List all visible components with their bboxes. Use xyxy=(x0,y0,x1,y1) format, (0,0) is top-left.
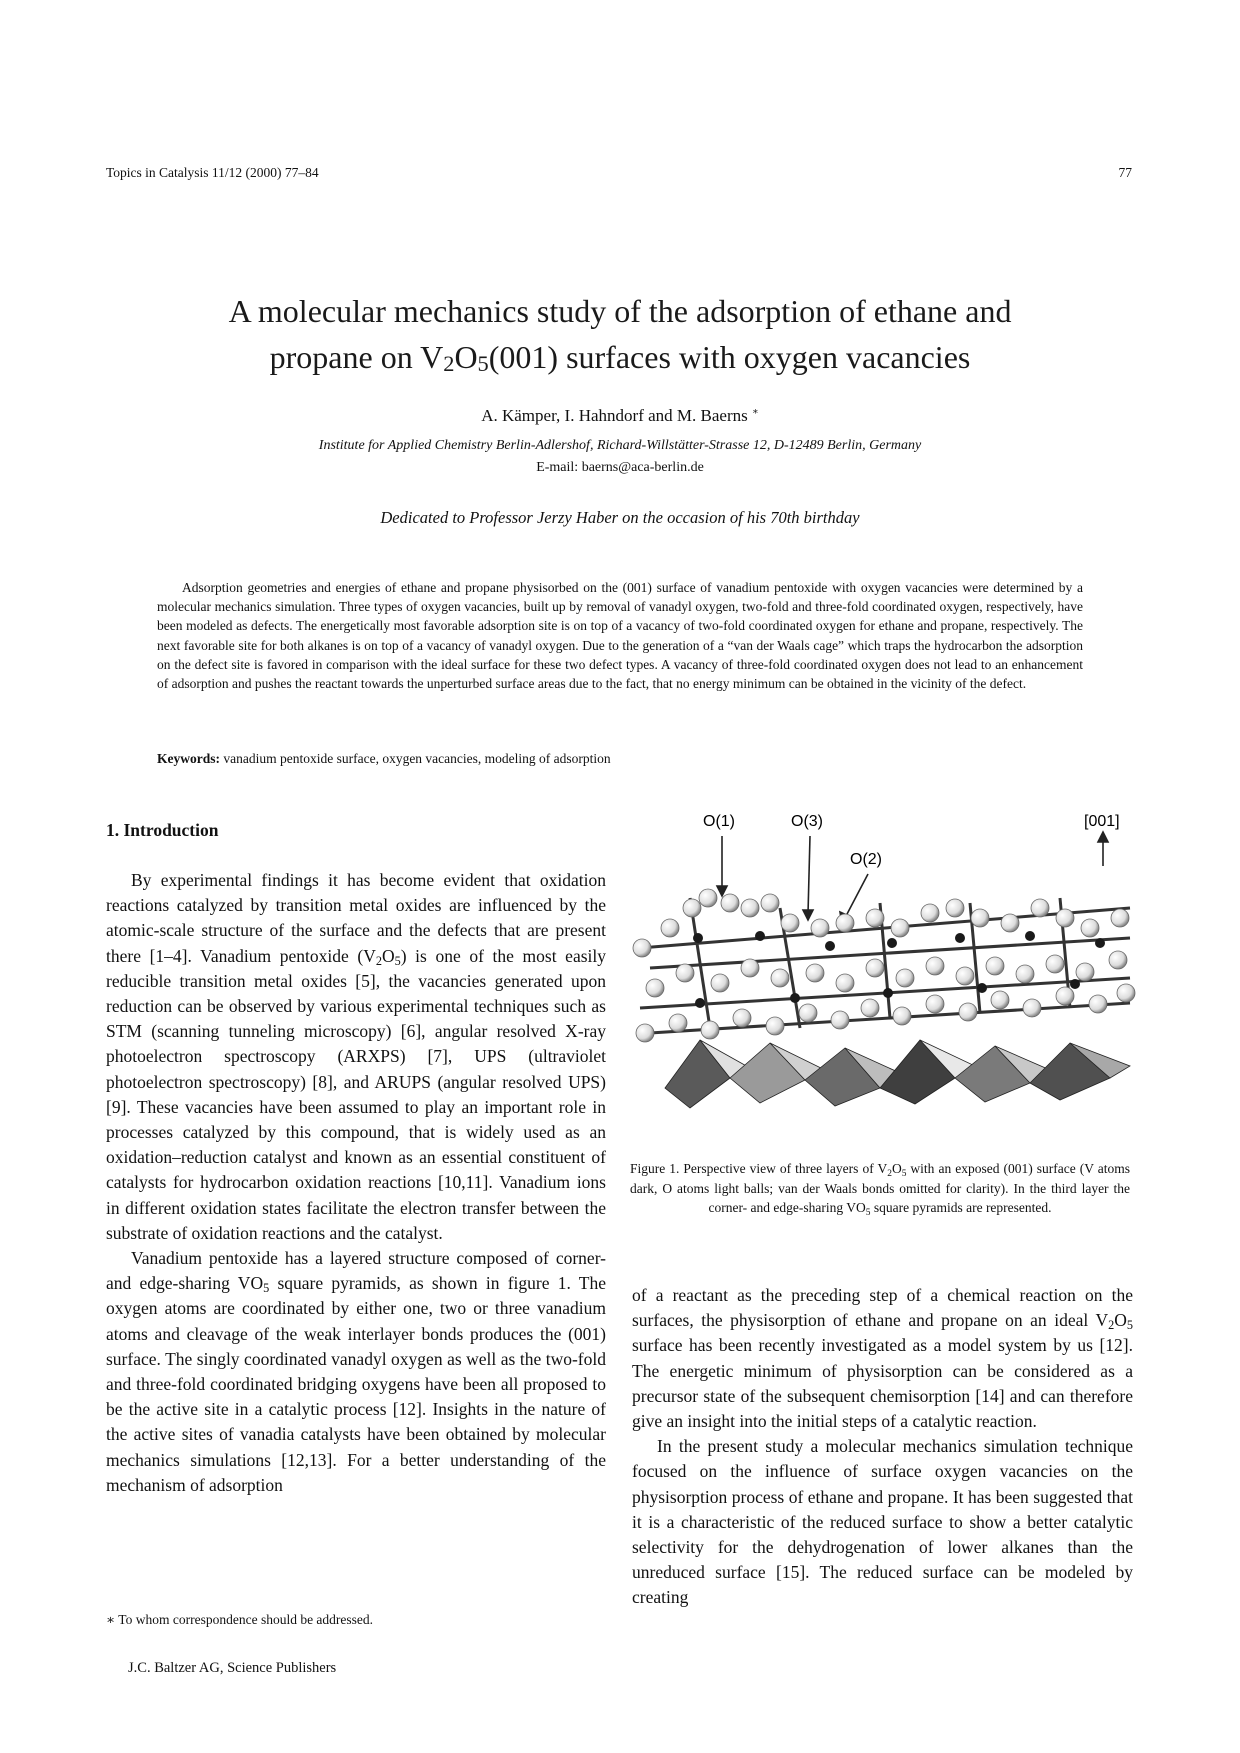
figure-1-structure-image xyxy=(630,808,1136,1118)
keywords: Keywords: vanadium pentoxide surface, oxygen vacancies, modeling of adsorption xyxy=(157,751,611,766)
title-line-2: propane on $V_2O_5(001)$ surfaces with oxygen vacancies xyxy=(269,339,971,376)
publisher-line: J.C. Baltzer AG, Science Publishers xyxy=(128,1660,337,1676)
section-heading: 1. Introduction xyxy=(106,820,219,840)
intro-paragraph-2: Vanadium pentoxide has a layered structure composed of corner- and edge-sharing $VO_5$ square pyramids, as shown in figure 1. The oxygen atoms are coordinated by either one, two or three vanadium atoms and cleavage of the weak interlayer bonds produces the (001) surface. The singly coordinated vanadyl oxygen as well as the two-fold and three-fold coordinated bridging oxygens have been all proposed to be the active site in a catalytic process [12]. Insights in the nature of the active sites of vanadia catalysts have been obtained by molecular mechanics simulations [12,13]. For a better understanding of the mechanism of adsorption xyxy=(106,1248,606,1495)
intro-paragraph-1: By experimental findings it has become evident that oxidation reactions catalyzed by transition metal oxides are influenced by the atomic-scale structure of the surface and the defects that are present there [1–4]. Vanadium pentoxide $(V_2O_5)$ is one of the most easily reducible transition metal oxides [5], the vacancies generated upon reduction can be observed by various experimental techniques such as STM (scanning tunneling microscopy) [6], angular resolved X-ray photoelectron spectroscopy (ARXPS) [7], UPS (ultraviolet photoelectron spectroscopy) [8], and ARUPS (angular resolved UPS) [9]. These vacancies have been assumed to play an important role in processes catalyzed by this compound, that is widely used as an oxidation–reduction catalyst and known as an essential constituent of catalysts for hydrocarbon oxidation reactions [10,11]. Vanadium ions in different oxidation states facilitate the electron transfer between the substrate of oxidation reactions and the catalyst. xyxy=(106,870,607,1243)
running-header-journal: Topics in Catalysis 11/12 (2000) 77–84 xyxy=(106,165,319,180)
dedication: Dedicated to Professor Jerzy Haber on the occasion of his 70th birthday xyxy=(380,508,860,527)
right-column xyxy=(632,1283,1133,1611)
label-o2: O(2) xyxy=(850,851,882,868)
institution: Institute for Applied Chemistry Berlin-Adlershof, Richard-Willstätter-Strasse 12, D-12489 Berlin, Germany xyxy=(318,438,922,453)
figure-1-caption: Figure 1. Perspective view of three layers of $V_2O_5$ with an exposed (001) surface (V atoms dark, O atoms light balls; van der Waals bonds omitted for clarity). In the third layer the corner- and edge-sharing $VO_5$ square pyramids are represented. xyxy=(630,1161,1130,1218)
right-paragraph-1: of a reactant as the preceding step of a chemical reaction on the surfaces, the physisorption of ethane and propane on an ideal $V_2O_5$ surface has been recently investigated as a model system by us [12]. The energetic minimum of physisorption can be considered as a precursor state of the subsequent chemisorption [14] and can therefore give an insight into the initial steps of a catalytic reaction. xyxy=(632,1285,1133,1432)
right-paragraph-2: In the present study a molecular mechanics simulation technique focused on the influence of surface oxygen vacancies on the physisorption process of ethane and propane. It has been suggested that it is a characteristic of the reduced surface to show a better catalytic selectivity for the dehydrogenation of lower alkanes than the unreduced surface [15]. The reduced surface can be modeled by creating xyxy=(632,1436,1133,1608)
abstract: Adsorption geometries and energies of ethane and propane physisorbed on the (001) surface of vanadium pentoxide with oxygen vacancies were determined by a molecular mechanics simulation. Three types of oxygen vacancies, built up by removal of vanadyl oxygen, two-fold and three-fold coordinated oxygen, respectively, have been modeled as defects. The energetically most favorable adsorption site is on top of a vacancy of two-fold coordinated oxygen for ethane and propane, respectively. The next favorable site for both alkanes is on top of a vacancy of vanadyl oxygen. Due to the generation of a “van der Waals cage” which traps the hydrocarbon the adsorption on the defect site is favored in comparison with the ideal surface for these two defect types. A vacancy of three-fold coordinated oxygen does not lead to an enhancement of adsorption and pushes the reactant towards the unperturbed surface areas due to the fact, that no energy minimum can be obtained in the vicinity of the defect. xyxy=(157,580,1083,692)
left-column xyxy=(106,868,606,1498)
page-number: 77 xyxy=(1118,165,1132,180)
label-direction: [001] xyxy=(1084,813,1120,830)
email: E-mail: baerns@aca-berlin.de xyxy=(536,460,704,475)
label-o3: O(3) xyxy=(791,813,823,830)
label-o1: O(1) xyxy=(703,813,735,830)
title-line-1: A molecular mechanics study of the adsorption of ethane and xyxy=(228,293,1012,329)
paper-title xyxy=(150,288,1090,380)
footnote: ∗ To whom correspondence should be addressed. xyxy=(106,1612,374,1627)
authors: A. Kämper, I. Hahndorf and M. Baerns ∗ xyxy=(481,406,759,425)
vo5-pyramids xyxy=(665,1040,1130,1108)
